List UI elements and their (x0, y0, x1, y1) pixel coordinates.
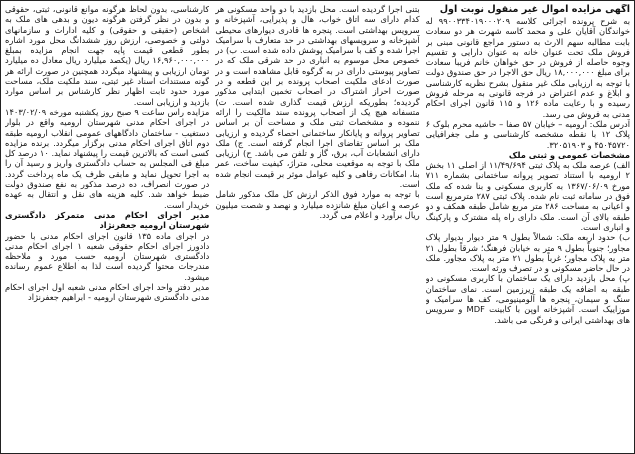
case-intro: به شرح پرونده اجرائی کلاسه ۹۹۰۰۳۳۴۰۱۹۰۰۰۲۰۹ له خواندگان آقایان علی و محمد کاسه شهرت هر دو سعادت بابت مطالبه سهم الارث به دستور مراجع قانونی مبنی بر فروش ملک تحت عنوان خانه به عنوان دارایی و تقسیم وجوه حاصله از فروش در حق خواهان خانم فریبا سعادت برای مبلغ ۱۸,۰۰۰,۰۰۰ ریال حق الاجرا در حق صندوق دولت با توجه به ارزیابی ملک غیر منقول بشرح نظریه کارشناسی و ابلاغ و عدم اعتراض در فرجه قانونی به مرحله فروش رسیده و با رعایت ماده ۱۲۶ و ۱۱۵ قانون اجرای احکام مدنی به فروش می رسد. (425, 16, 630, 119)
auction-details: مزایده راس ساعت ۹ صبح روز یکشنبه مورخه ۱۴۰۳/۰۲/۰۹ در اجرای احکام مدنی شهرستان ارومیه واقع در بلوار دستغیب - ساختمان دادگاههای عمومی انقلاب ارومیه طبقه دوم اتاق اجرای احکام مدنی برگزار میگردد. برنده مزایده کسی است که بالاترین قیمت را پیشنهاد نماید. ۱۰ درصد کل مبلغ فی المجلس به حساب دادگستری واریز و رسید آن را به اجرا تحویل نماید و مابقی ظرف یک ماه پرداخت گردد. در صورت انصراف، ده درصد مذکور به نفع صندوق دولت ضبط خواهد شد. کلیه هزینه های نقل و انتقال به عهده خریدار است. (5, 106, 210, 210)
property-condition: پ) محل بازدید دارای یک ساختمان با کاربری مسکونی دو طبقه به اضافه یک طبقه زیرزمین است. نمای ساختمان سنگ و سیمان، پنجره ها آلومینیومی، کف ها سرامیک و موزاییک است. آشپزخانه اوپن با کابینت MDF و سرویس های بهداشتی ایرانی و فرنگی می باشد. (425, 273, 630, 325)
left-column (5, 4, 209, 450)
notice-columns (5, 4, 630, 450)
valuation-text: با توجه به موارد فوق الذکر ارزش کل ملک مذکور شامل عرصه و اعیان مبلغ شانزده میلیارد و نهصد و شصت میلیون ریال برآورد و اعلام می گردد. (215, 189, 420, 220)
property-address: آدرس ملک: ارومیه – خیابان ۵۷ صفا – حاشیه محرم بلوک ۶ پلاک ۱۲ با نقطه مشخصه کارشناسی و ملی جغرافیایی ۴۵۰۴۵۷۲۰ و ۳۲۰۵۱۹۰۳. (425, 118, 630, 150)
specs-label: مشخصات عمومی و ثبتی ملک (508, 149, 630, 160)
footer-signature: مدیر دفتر واحد اجرای احکام مدنی شعبه اول اجرای احکام مدنی دادگستری شهرستان ارومیه - ابراهیم جعفرنژاد (5, 282, 210, 303)
right-column (426, 4, 630, 450)
signature-heading: مدیر اجرای احکام مدنی متمرکز دادگستری شهرستان ارومیه جعفرنژاد (5, 209, 210, 231)
property-specs: الف) عرصه ملک به پلاک ثبتی ۱۱/۴۹/۶۹۴ از اصلی ۱۱ بخش ۲ ارومیه با استناد تصویر پروانه ساختمانی بشماره ۷۱۱ مورخ ۱۳۶۷/۰۶/۰۹ به کاربری مسکونی و بنا شده که ملک فوق در سامانه ثبت نام شده. پلاک ثبتی ۲۸۷ مترمربع است و اعیانی به مساحت ۲۸۶ متر مربع شامل طبقه همکف و دو طبقه بالای آن است. ملک دارای راه پله مشترک و پارکینگ و انباری است. (425, 160, 630, 232)
legal-notice: در اجرای ماده ۱۳۵ قانون اجرای احکام مدنی با حضور دادورز اجرای احکام حقوقی شعبه ۱ اجرای احکام مدنی دادگستری شهرستان ارومیه حسب مورد و ملاحظه مندرجات محتوا گردیده است لذا به اطلاع عموم رسانده میشود. (5, 230, 210, 282)
expert-opinion: کارشناسی، بدون لحاظ هرگونه موانع قانونی، ثبتی، حقوقی و بدون در نظر گرفتن هرگونه دیون و بدهی های ملک به اشخاص (حقیقی و حقوقی) و کلیه ادارات و سازمانهای دولتی و خصوصی، ارزش روز ششدانگ محل مورد اشاره بطور قطعی قیمت پایه جهت انجام مزایده بمبلغ ۱۶,۹۶۰,۰۰۰,۰۰۰ ریال (یکصد میلیارد ریال معادل ده میلیارد تومان ارزیابی و پیشنهاد میگردد همچنین در صورت ارائه هر گونه مستندات اسناد غیر ثبتی، سند ملکیت ملک، مساحت مورد حدود ثابت اظهار نظر کارشناس بر اساس موارد بازدید و ارزیابی است. (5, 4, 210, 107)
property-bounds: ب) حدود اربعه ملک: شمالاً بطول ۹ متر دیوار بدیوار پلاک مجاور؛ جنوباً بطول ۹ متر به خیابان فرهنگ؛ شرقاً بطول ۲۱ متر به پلاک مجاور؛ غرباً بطول ۲۱ متر به پلاک مجاور. ملک در حال حاضر مسکونی و در تصرف ورثه است. (425, 232, 630, 274)
middle-column (215, 4, 419, 450)
notice-heading: آگهی مزایده اموال غیر منقول نوبت اول (439, 4, 630, 15)
property-details: بتنی اجرا گردیده است. محل بازدید با دو واحد مسکونی هر کدام دارای سه اتاق خواب، هال و پذیرایی، آشپزخانه و سرویس بهداشتی است. پنجره ها قادری دیوارهای محیطی آشپزخانه و سرویسهای بهداشتی در حد متعارف با سرامیک اجرا شده و کف با سرامیک پوشش داده شده است. ب) در خصوص محل موسوم به انباری در حد شرقی ملک که در تصاویر پیوستی دارای در به گرگوه قابل مشاهده است و در صورت ادعای ملکیت اصحاب پرونده بر این قطعه و در صورت احراز اشتراک در اصحاب تخمین ابتدایی مذکور گردیده؛ بطوریکه ارزش قیمت گذاری شده است. ت) متسفانه هیچ یک از اصحاب پرونده سند مالکیت را ارائه ننموده و مشخصات ثبتی ملک و مساحت آن بر اساس تصاویر پروانه و پایانکار ساختمانی احصاء گردیده و ارزیابی ملک بر اساس تقاضای اجرا انجام گرفته است. ج) ملک دارای انشعابات آب، برق، گاز و تلفن می باشد. ح) ارزیابی ملک با توجه به موقعیت محلی، متراژ، کیفیت ساخت، عمر بنا، امکانات رفاهی و کلیه عوامل موثر بر قیمت انجام شده است. (215, 4, 420, 190)
